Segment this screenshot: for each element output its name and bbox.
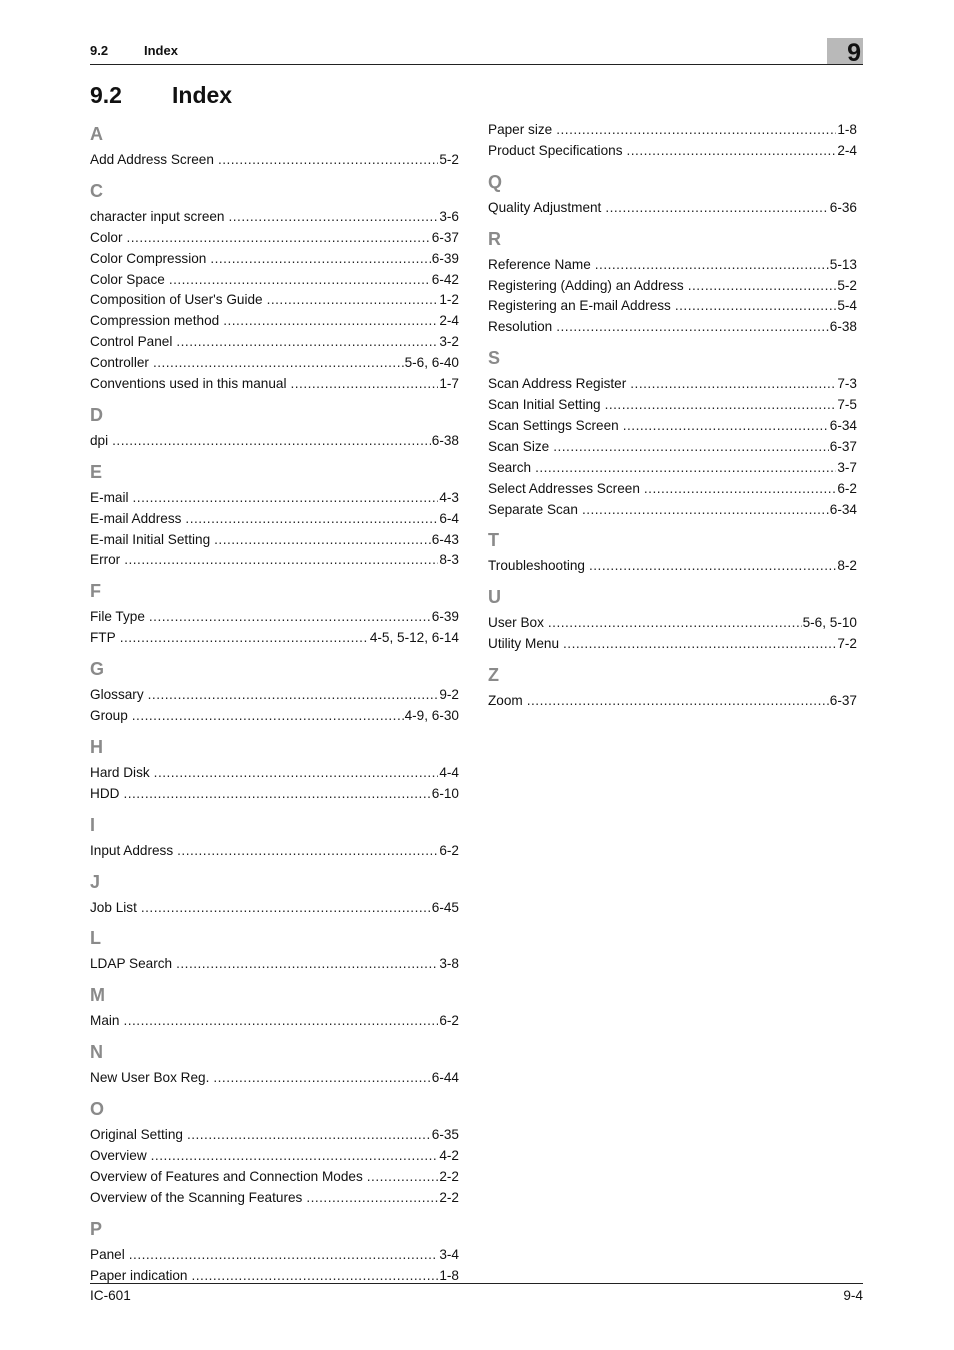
- index-term: Color Compression: [90, 250, 207, 266]
- index-term: Zoom: [488, 693, 523, 709]
- index-term: Original Setting: [90, 1127, 183, 1143]
- dot-leader: [123, 1011, 438, 1032]
- index-letter-heading: C: [90, 180, 103, 201]
- index-term: Scan Settings Screen: [488, 418, 619, 434]
- index-page-ref: 6-35: [431, 1127, 459, 1143]
- dot-leader: [123, 784, 430, 805]
- index-term: Reference Name: [488, 256, 591, 272]
- index-page-ref: 8-2: [837, 558, 857, 574]
- index-entry: [488, 120, 857, 141]
- index-entry: [90, 1125, 459, 1146]
- dot-leader: [688, 276, 837, 297]
- index-page-ref: 3-6: [439, 208, 459, 224]
- dot-leader: [605, 395, 837, 416]
- index-entry: [488, 437, 857, 458]
- footer-product-name: IC-601: [90, 1288, 131, 1303]
- index-term: LDAP Search: [90, 956, 173, 972]
- index-page-ref: 6-36: [829, 199, 857, 215]
- index-page-ref: 4-4: [439, 764, 459, 780]
- index-letter-heading: Q: [488, 171, 503, 192]
- index-letter-heading: P: [90, 1218, 103, 1239]
- index-page-ref: 6-2: [439, 1013, 459, 1029]
- index-term: Scan Address Register: [488, 376, 627, 392]
- dot-leader: [623, 416, 829, 437]
- index-entry: [488, 296, 857, 317]
- index-entry: [90, 431, 459, 452]
- index-term: Conventions used in this manual: [90, 376, 287, 392]
- index-page-ref: 5-6, 6-40: [404, 355, 459, 371]
- dot-leader: [177, 841, 438, 862]
- dot-leader: [149, 607, 431, 628]
- index-page-ref: 6-43: [431, 531, 459, 547]
- index-term: Panel: [90, 1246, 125, 1262]
- index-page-ref: 6-45: [431, 899, 459, 915]
- index-page-ref: 1-2: [439, 292, 459, 308]
- index-entry: [488, 374, 857, 395]
- dot-leader: [605, 198, 828, 219]
- index-page-ref: 6-2: [837, 480, 857, 496]
- dot-leader: [154, 763, 439, 784]
- dot-leader: [548, 613, 802, 634]
- dot-leader: [290, 374, 438, 395]
- running-header: [90, 38, 863, 65]
- index-entry: [90, 628, 459, 649]
- dot-leader: [556, 317, 829, 338]
- index-entry: [488, 691, 857, 712]
- dot-leader: [214, 530, 431, 551]
- index-term: HDD: [90, 785, 120, 801]
- index-term: Scan Initial Setting: [488, 397, 601, 413]
- dot-leader: [595, 255, 829, 276]
- index-entry: [90, 1245, 459, 1266]
- index-term: Job List: [90, 899, 137, 915]
- index-page-ref: 1-8: [837, 122, 857, 137]
- index-page-ref: 2-2: [439, 1189, 459, 1205]
- index-column-right: [488, 120, 857, 718]
- index-letter-heading: N: [90, 1042, 103, 1063]
- index-letter-heading: Z: [488, 665, 499, 686]
- dot-leader: [176, 332, 438, 353]
- dot-leader: [148, 685, 439, 706]
- index-page-ref: 6-10: [431, 785, 459, 801]
- index-entry: [90, 332, 459, 353]
- index-term: Troubleshooting: [488, 558, 585, 574]
- index-page-ref: 2-4: [439, 313, 459, 329]
- index-page-ref: 8-3: [439, 552, 459, 568]
- index-entry: [90, 353, 459, 374]
- index-page-ref: 5-2: [439, 152, 459, 167]
- index-term: Resolution: [488, 319, 553, 335]
- dot-leader: [627, 141, 837, 162]
- page-title-text: Index: [172, 82, 233, 108]
- index-term: Search: [488, 459, 532, 475]
- index-entry: [90, 530, 459, 551]
- dot-leader: [306, 1188, 438, 1209]
- index-term: Control Panel: [90, 334, 173, 350]
- index-page-ref: 3-7: [837, 459, 857, 475]
- index-entry: [90, 1068, 459, 1089]
- index-letter-heading: F: [90, 581, 101, 602]
- dot-leader: [120, 628, 369, 649]
- index-page-ref: 5-13: [829, 256, 857, 272]
- index-term: Product Specifications: [488, 142, 623, 158]
- index-entry: [90, 685, 459, 706]
- dot-leader: [129, 1245, 439, 1266]
- index-letter-heading: T: [488, 530, 499, 551]
- index-entry: [488, 556, 857, 577]
- dot-leader: [223, 311, 438, 332]
- index-entry: [90, 841, 459, 862]
- dot-leader: [367, 1167, 439, 1188]
- index-page-ref: 6-38: [829, 319, 857, 335]
- index-entry: [90, 207, 459, 228]
- index-term: File Type: [90, 609, 145, 625]
- index-page-ref: 7-2: [837, 636, 857, 652]
- index-entry: [488, 500, 857, 521]
- index-term: Group: [90, 708, 128, 724]
- index-page-ref: 5-2: [837, 277, 857, 293]
- footer-page-number: 9-4: [843, 1288, 863, 1303]
- index-page-ref: 3-2: [439, 334, 459, 350]
- index-entry: [488, 276, 857, 297]
- page-title: [90, 82, 690, 114]
- index-term: E-mail: [90, 489, 129, 505]
- dot-leader: [185, 509, 438, 530]
- index-letter-heading: L: [90, 928, 101, 949]
- dot-leader: [151, 1146, 439, 1167]
- index-entry: [488, 317, 857, 338]
- index-letter-heading: O: [90, 1099, 105, 1120]
- dot-leader: [553, 437, 829, 458]
- index-entry: [488, 479, 857, 500]
- index-term: E-mail Address: [90, 510, 182, 526]
- index-page-ref: 6-39: [431, 609, 459, 625]
- index-entry: [90, 763, 459, 784]
- index-term: Paper size: [488, 122, 553, 137]
- index-term: E-mail Initial Setting: [90, 531, 211, 547]
- index-term: character input screen: [90, 208, 225, 224]
- page-footer: [90, 1283, 863, 1308]
- dot-leader: [112, 431, 431, 452]
- index-letter-heading: S: [488, 348, 501, 369]
- index-page-ref: 3-8: [439, 956, 459, 972]
- index-entry: [90, 374, 459, 395]
- index-entry: [90, 270, 459, 291]
- dot-leader: [630, 374, 836, 395]
- page-title-number: 9.2: [90, 82, 122, 108]
- index-page-ref: 6-38: [431, 432, 459, 448]
- index-entry: [488, 255, 857, 276]
- dot-leader: [675, 296, 836, 317]
- index-letter-heading: U: [488, 587, 501, 608]
- index-page-ref: 7-3: [837, 376, 857, 392]
- index-term: Overview: [90, 1148, 147, 1164]
- index-page-ref: 1-7: [439, 376, 459, 392]
- dot-leader: [267, 290, 439, 311]
- index-term: Scan Size: [488, 438, 550, 454]
- index-page-ref: 9-2: [439, 687, 459, 703]
- dot-leader: [527, 691, 829, 712]
- chapter-number: 9: [847, 39, 861, 67]
- index-page-ref: 4-3: [439, 489, 459, 505]
- chapter-tab: [827, 38, 863, 67]
- index-entry: [90, 290, 459, 311]
- index-term: Composition of User's Guide: [90, 292, 263, 308]
- index-page-ref: 2-2: [439, 1168, 459, 1184]
- index-page-ref: 6-42: [431, 271, 459, 287]
- index-term: Paper indication: [90, 1267, 188, 1283]
- header-section-number: 9.2: [90, 43, 109, 58]
- index-entry: [90, 1167, 459, 1188]
- index-term: Input Address: [90, 842, 174, 858]
- index-page-ref: 2-4: [837, 142, 857, 158]
- index-entry: [488, 395, 857, 416]
- index-entry: [90, 228, 459, 249]
- index-page-ref: 6-2: [439, 842, 459, 858]
- index-term: Glossary: [90, 687, 144, 703]
- index-term: Hard Disk: [90, 764, 150, 780]
- index-term: Select Addresses Screen: [488, 480, 640, 496]
- index-term: Color: [90, 229, 123, 245]
- index-page-ref: 6-34: [829, 501, 857, 517]
- index-entry: [488, 198, 857, 219]
- index-letter-heading: M: [90, 985, 105, 1006]
- index-entry: [488, 634, 857, 655]
- index-letter-heading: G: [90, 659, 105, 680]
- dot-leader: [176, 954, 438, 975]
- index-letter-heading: A: [90, 124, 103, 144]
- index-entry: [90, 607, 459, 628]
- index-term: User Box: [488, 615, 544, 631]
- index-entry: [90, 898, 459, 919]
- index-entry: [90, 706, 459, 727]
- index-entry: [488, 613, 857, 634]
- dot-leader: [644, 479, 836, 500]
- index-page-ref: 7-5: [837, 397, 857, 413]
- dot-leader: [133, 488, 439, 509]
- index-page-ref: 6-44: [431, 1070, 459, 1086]
- index-letter-heading: H: [90, 736, 103, 757]
- index-entry: [90, 1146, 459, 1167]
- index-entry: [90, 1188, 459, 1209]
- index-entry: [90, 954, 459, 975]
- dot-leader: [187, 1125, 431, 1146]
- index-page-ref: 3-4: [439, 1246, 459, 1262]
- index-letter-heading: D: [90, 404, 103, 425]
- index-letter-heading: E: [90, 461, 103, 482]
- index-page-ref: 1-8: [439, 1267, 459, 1283]
- index-term: Color Space: [90, 271, 165, 287]
- index-column-left: [90, 120, 459, 1293]
- index-term: Separate Scan: [488, 501, 578, 517]
- index-letter-heading: I: [90, 814, 96, 835]
- index-page-ref: 4-9, 6-30: [404, 708, 459, 724]
- index-entry: [488, 458, 857, 479]
- index-term: Add Address Screen: [90, 152, 214, 167]
- index-term: Overview of Features and Connection Modes: [90, 1168, 363, 1184]
- dot-leader: [141, 898, 431, 919]
- index-term: Error: [90, 552, 121, 568]
- index-term: Quality Adjustment: [488, 199, 602, 215]
- index-letter-heading: R: [488, 228, 501, 249]
- header-section-title: Index: [144, 43, 178, 58]
- dot-leader: [556, 120, 836, 141]
- index-term: New User Box Reg.: [90, 1070, 210, 1086]
- index-entry: [90, 1011, 459, 1032]
- dot-leader: [582, 500, 829, 521]
- dot-leader: [153, 353, 404, 374]
- dot-leader: [132, 706, 404, 727]
- index-term: Controller: [90, 355, 149, 371]
- index-entry: [90, 488, 459, 509]
- index-page-ref: 6-37: [829, 438, 857, 454]
- index-term: Compression method: [90, 313, 220, 329]
- index-page-ref: 4-2: [439, 1148, 459, 1164]
- dot-leader: [229, 207, 439, 228]
- dot-leader: [218, 150, 438, 171]
- index-term: Main: [90, 1013, 120, 1029]
- index-page-ref: 5-6, 5-10: [802, 615, 857, 631]
- dot-leader: [563, 634, 836, 655]
- index-entry: [488, 141, 857, 162]
- dot-leader: [213, 1068, 430, 1089]
- index-page-ref: 5-4: [837, 298, 857, 314]
- index-term: FTP: [90, 630, 116, 646]
- index-term: Registering an E-mail Address: [488, 298, 671, 314]
- dot-leader: [169, 270, 431, 291]
- index-term: dpi: [90, 432, 109, 448]
- index-entry: [90, 311, 459, 332]
- index-page-ref: 6-39: [431, 250, 459, 266]
- dot-leader: [210, 249, 430, 270]
- index-entry: [90, 150, 459, 171]
- index-entry: [90, 550, 459, 571]
- dot-leader: [124, 550, 438, 571]
- index-term: Overview of the Scanning Features: [90, 1189, 303, 1205]
- index-term: Utility Menu: [488, 636, 560, 652]
- index-term: Registering (Adding) an Address: [488, 277, 684, 293]
- index-page-ref: 6-37: [431, 229, 459, 245]
- dot-leader: [535, 458, 836, 479]
- index-page-ref: 6-34: [829, 418, 857, 434]
- index-page-ref: 6-37: [829, 693, 857, 709]
- index-letter-heading: J: [90, 871, 101, 892]
- dot-leader: [126, 228, 430, 249]
- index-page-ref: 4-5, 5-12, 6-14: [369, 630, 459, 646]
- index-entry: [90, 509, 459, 530]
- index-entry: [90, 249, 459, 270]
- dot-leader: [589, 556, 836, 577]
- index-entry: [90, 784, 459, 805]
- index-page-ref: 6-4: [439, 510, 459, 526]
- index-entry: [488, 416, 857, 437]
